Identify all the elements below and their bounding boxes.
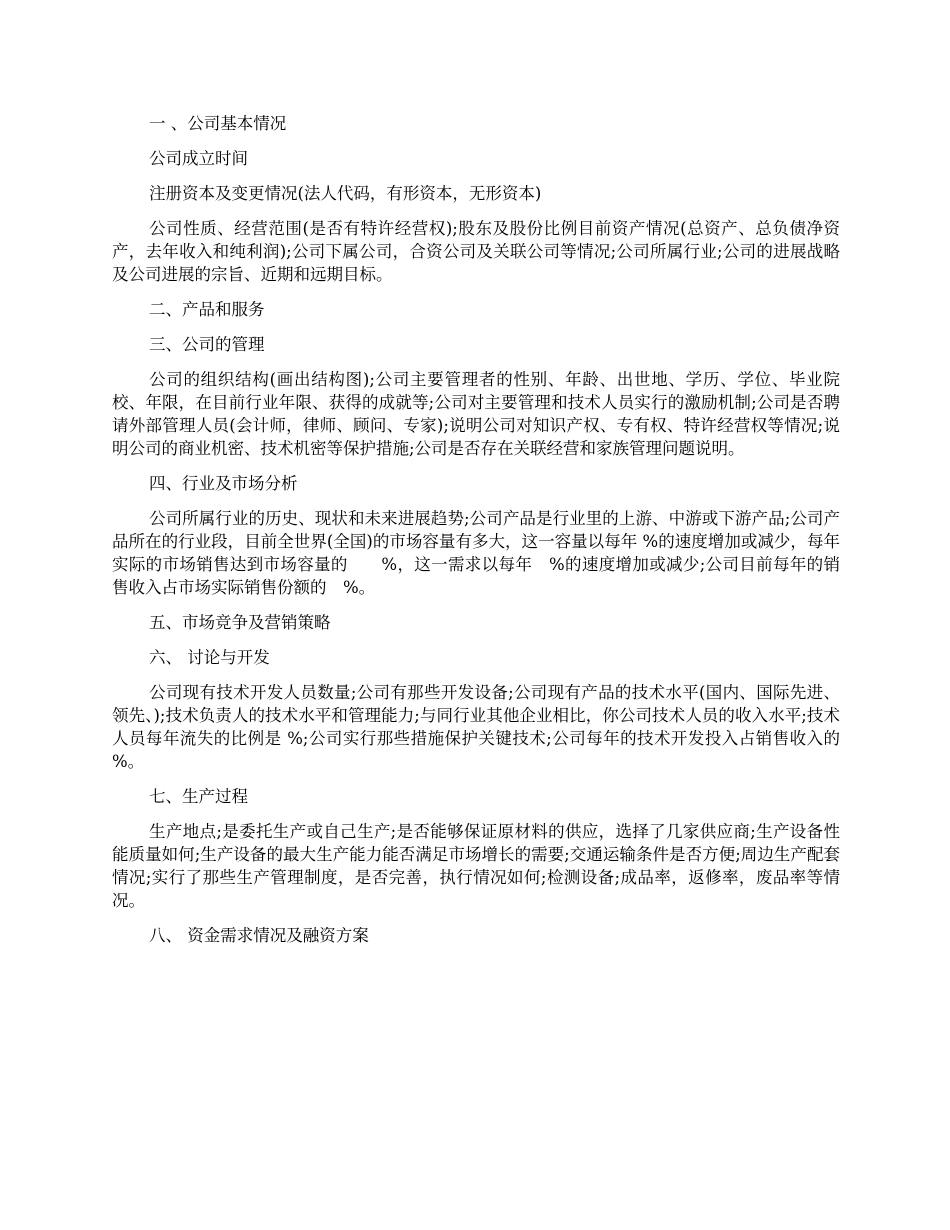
section-heading-products-services: 二、产品和服务 xyxy=(149,300,265,319)
section-heading-funding: 八、 资金需求情况及融资方案 xyxy=(149,926,369,945)
section-heading-industry-market: 四、行业及市场分析 xyxy=(149,474,298,493)
paragraph-research-development: 公司现有技术开发人员数量;公司有那些开发设备;公司现有产品的技术水平(国内、国际先进、领先、);技术负责人的技术水平和管理能力;与同行业其他企业相比，你公司技术人员的收入水平;技术人员每年流失的比例是 %;公司实行那些措施保护关键技术;公司每年的技术开发投入占销售收入的 %。 xyxy=(112,683,840,771)
item-founding-date: 公司成立时间 xyxy=(149,149,248,168)
paragraph-production: 生产地点;是委托生产或自己生产;是否能够保证原材料的供应，选择了几家供应商;生产设备性能质量如何;生产设备的最大生产能力能否满足市场增长的需要;交通运输条件是否方便;周边生产配套情况;实行了那些生产管理制度，是否完善，执行情况如何;检测设备;成品率，返修率，废品率等情况。 xyxy=(112,822,840,910)
document-page xyxy=(112,112,840,959)
paragraph-company-nature: 公司性质、经营范围(是否有特许经营权);股东及股份比例目前资产情况(总资产、总负债净资产，去年收入和纯利润);公司下属公司，合资公司及关联公司等情况;公司所属行业;公司的进展战略及公司进展的宗旨、近期和远期目标。 xyxy=(112,219,840,284)
section-heading-research-development: 六、 讨论与开发 xyxy=(149,648,270,667)
paragraph-industry-market: 公司所属行业的历史、现状和未来进展趋势;公司产品是行业里的上游、中游或下游产品;公司产品所在的行业段，目前全世界(全国)的市场容量有多大，这一容量以每年 %的速度增加或减少，每年实际的市场销售达到市场容量的 %，这一需求以每年 %的速度增加或减少;公司目前每年的销售收入占市场实际销售份额的 %。 xyxy=(112,509,840,597)
section-heading-company-basics: 一 、公司基本情况 xyxy=(149,114,287,133)
section-heading-production: 七、生产过程 xyxy=(149,787,248,806)
paragraph-management: 公司的组织结构(画出结构图);公司主要管理者的性别、年龄、出世地、学历、学位、毕业院校、年限，在目前行业年限、获得的成就等;公司对主要管理和技术人员实行的激励机制;公司是否聘请外部管理人员(会计师，律师、顾问、专家);说明公司对知识产权、专有权、特许经营权等情况;说明公司的商业机密、技术机密等保护措施;公司是否存在关联经营和家族管理问题说明。 xyxy=(112,370,840,458)
section-heading-management: 三、公司的管理 xyxy=(149,335,265,354)
item-registered-capital: 注册资本及变更情况(法人代码，有形资本，无形资本) xyxy=(149,184,542,203)
section-heading-competition-marketing: 五、市场竞争及营销策略 xyxy=(149,613,331,632)
